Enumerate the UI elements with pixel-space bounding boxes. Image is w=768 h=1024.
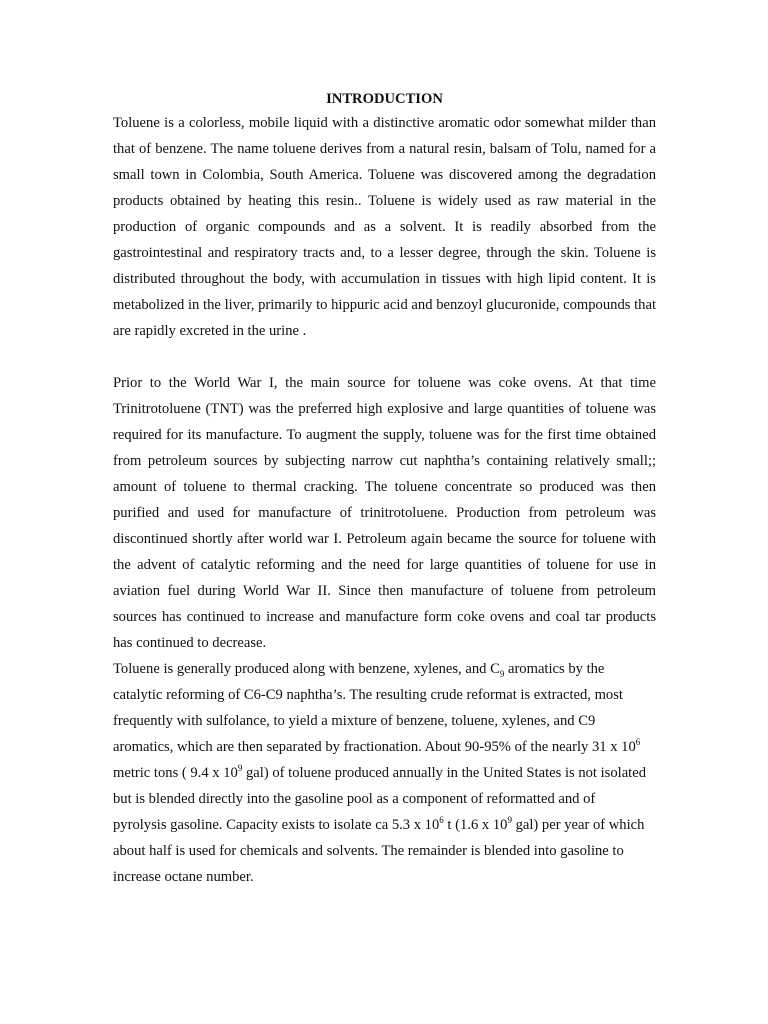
- paragraph-3-superscript-d: 9: [507, 815, 512, 826]
- paragraph-3-text-4: gal) of toluene produced annually in the United States is not isolated but is blended directly into the gasoline pool as a component of reformatted and of pyrolysis gasoline. Capacity exists to isolate ca 5.3 x 10: [113, 765, 647, 833]
- paragraph-3-subscript-9: 9: [499, 668, 505, 679]
- paragraph-3-text-2: aromatics by the catalytic reforming of C6-C9 naphtha’s. The resulting crude reformat is extracted, most frequently with sulfolance, to yield a mixture of benzene, toluene, xylenes, and C9 aromatics, which are then separated by fractionation. About 90-95% of the nearly 31 x 10: [113, 661, 636, 755]
- paragraph-3-superscript-b: 9: [237, 763, 243, 774]
- paragraph-3-text-1: Toluene is generally produced along with benzene, xylenes, and C: [113, 661, 500, 677]
- paragraph-3-superscript-a: 6: [635, 737, 641, 748]
- paragraph-3-text-6: gal) per year of which about half is used for chemicals and solvents. The remainder is blended into gasoline to increase octane number.: [113, 817, 645, 885]
- paragraph-3-text-3: metric tons ( 9.4 x 10: [113, 765, 238, 781]
- paragraph-1: Toluene is a colorless, mobile liquid with a distinctive aromatic odor somewhat milder than that of benzene. The name toluene derives from a natural resin, balsam of Tolu, named for a small town in Colombia, South America. Toluene was discovered among the degradation products obtained by heating this resin.. Toluene is widely used as raw material in the production of organic compounds and as a solvent. It is readily absorbed from the gastrointestinal and respiratory tracts and, to a lesser degree, through the skin. Toluene is distributed throughout the body, with accumulation in tissues with high lipid content. It is metabolized in the liver, primarily to hippuric acid and benzoyl glucuronide, compounds that are rapidly excreted in the urine .: [113, 115, 656, 339]
- paragraph-3-text-5: t (1.6 x 10: [443, 817, 508, 833]
- paragraph-3: [113, 656, 648, 890]
- document-page: [113, 89, 656, 890]
- paragraph-2: Prior to the World War I, the main source for toluene was coke ovens. At that time Trinitrotoluene (TNT) was the preferred high explosive and large quantities of toluene was required for its manufacture. To augment the supply, toluene was for the first time obtained from petroleum sources by subjecting narrow cut naphtha’s containing relatively small;; amount of toluene to thermal cracking. The toluene concentrate so produced was then purified and used for manufacture of trinitrotoluene. Production from petroleum was discontinued shortly after world war I. Petroleum again became the source for toluene with the advent of catalytic reforming and the need for large quantities of toluene for use in aviation fuel during World War II. Since then manufacture of toluene from petroleum sources has continued to increase and manufacture form coke ovens and coal tar products has continued to decrease.: [113, 375, 656, 651]
- page-title: INTRODUCTION: [326, 91, 443, 107]
- paragraph-3-superscript-c: 6: [439, 815, 444, 826]
